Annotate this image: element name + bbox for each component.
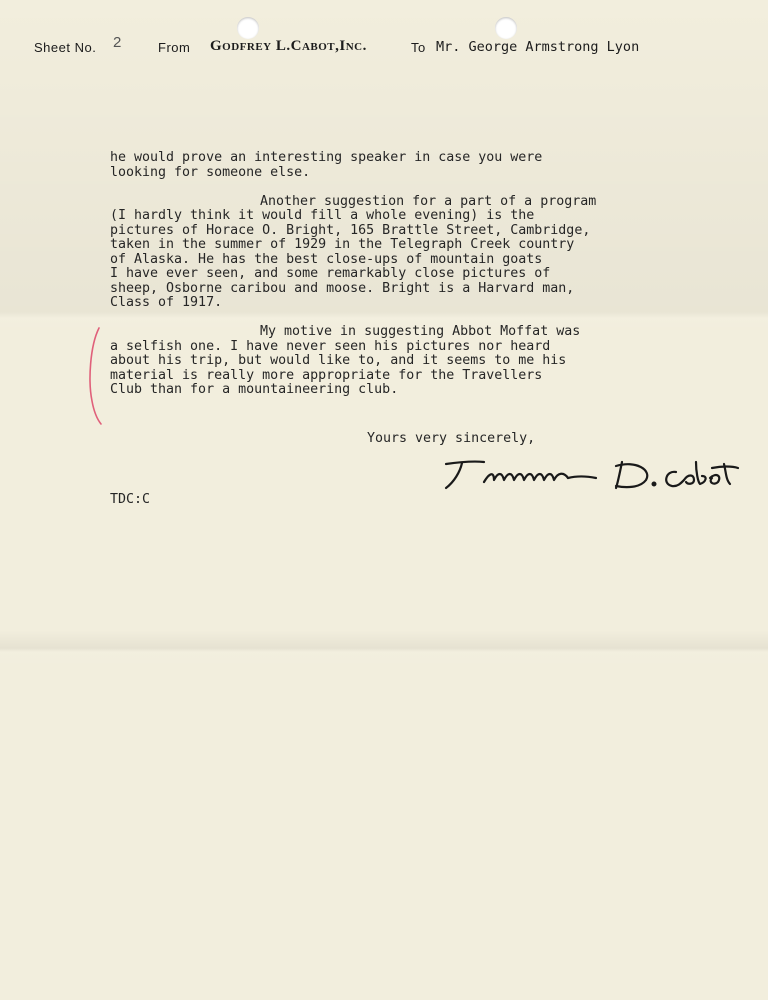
handwritten-signature-icon <box>440 452 740 496</box>
body-line: he would prove an interesting speaker in case you were <box>110 150 543 165</box>
body-line: Another suggestion for a part of a program <box>260 193 597 209</box>
body-line: taken in the summer of 1929 in the Telegraph Creek country <box>110 237 575 252</box>
closing-salutation: Yours very sincerely, <box>367 431 536 446</box>
body-line: My motive in suggesting Abbot Moffat was <box>260 324 581 339</box>
body-line: pictures of Horace O. Bright, 165 Brattle Street, Cambridge, <box>110 222 591 238</box>
body-line: Class of 1917. <box>110 295 223 310</box>
punch-hole-right <box>495 17 517 39</box>
body-line: I have ever seen, and some remarkably close pictures of <box>110 266 551 281</box>
body-line: about his trip, but would like to, and it seems to me his <box>110 353 567 368</box>
punch-hole-left <box>237 17 259 39</box>
letter-body <box>110 151 710 398</box>
body-line: (I hardly think it would fill a whole evening) is the <box>110 208 535 223</box>
body-line: looking for someone else. <box>110 164 311 180</box>
to-label: To <box>411 40 426 55</box>
body-line: material is really more appropriate for the Travellers <box>110 367 543 383</box>
body-line: a selfish one. I have never seen his pictures nor heard <box>110 338 551 354</box>
recipient-name: Mr. George Armstrong Lyon <box>436 39 640 55</box>
reference-initials: TDC:C <box>110 492 151 507</box>
margin-bracket-mark <box>84 326 104 426</box>
body-line: of Alaska. He has the best close-ups of mountain goats <box>110 251 543 267</box>
body-line: Club than for a mountaineering club. <box>110 382 399 397</box>
sheet-number: 2 <box>113 34 122 51</box>
company-name: Godfrey L.Cabot,Inc. <box>210 38 367 54</box>
body-line: sheep, Osborne caribou and moose. Bright is a Harvard man, <box>110 280 575 296</box>
from-label: From <box>158 40 191 55</box>
sheet-label: Sheet No. <box>34 40 97 55</box>
